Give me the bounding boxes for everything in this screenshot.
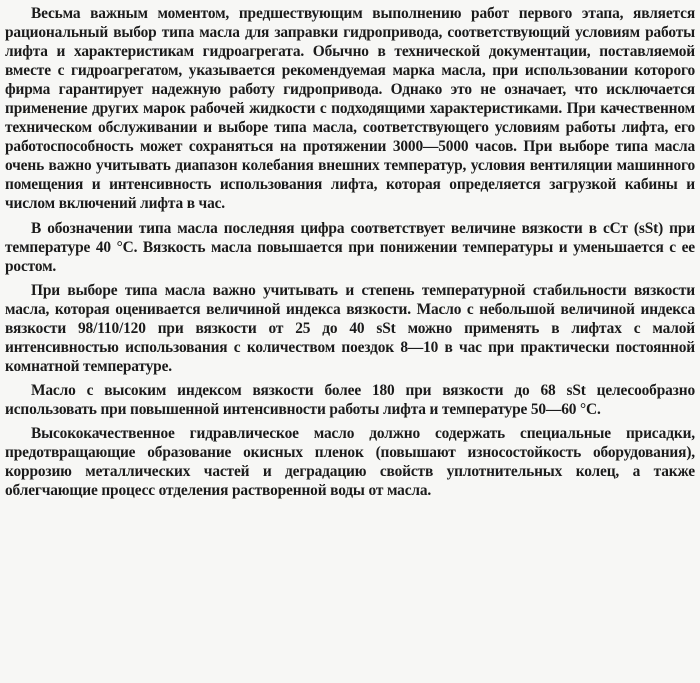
paragraph-oil-selection: Весьма важным моментом, предшествующим выполнению работ первого этапа, является рациональный выбор типа масла для заправки гидропривода, соответствующий условиям работы лифта и характеристикам гидроагрегата. Обычно в технической документации, поставляемой вместе с гидроагрегатом, указывается рекомендуемая марка масла, при использовании которого фирма гарантирует надежную работу гидропривода. Однако это не означает, что исключается применение других марок рабочей жидкости с подходящими характеристиками. При качественном техническом обслуживании и выборе типа масла, соответствующего условиям работы лифта, его работоспособность может сохраняться на протяжении 3000—5000 часов. При выборе типа масла очень важно учитывать диапазон колебания внешних температур, условия вентиляции машинного помещения и интенсивность использования лифта, которая определяется загрузкой кабины и числом включений лифта в час. xyxy=(5,5,695,213)
body-text xyxy=(5,4,695,505)
paragraph-viscosity-index: При выборе типа масла важно учитывать и степень температурной стабильности вязкости масла, которая оценивается величиной индекса вязкости. Масло с небольшой величиной индекса вязкости 98/110/120 при вязкости от 25 до 40 sSt можно применять в лифтах с малой интенсивностью использования с количеством поездок 8—10 в час при практически постоянной комнатной температуре. xyxy=(5,281,695,375)
paragraph-viscosity-designation: В обозначении типа масла последняя цифра соответствует величине вязкости в сСт (sSt) при температуре 40 °С. Вязкость масла повышается при понижении температуры и уменьшается с ее ростом. xyxy=(5,219,695,275)
paragraph-high-index-oil: Масло с высоким индексом вязкости более 180 при вязкости до 68 sSt целесообразно использовать при повышенной интенсивности работы лифта и температуре 50—60 °С. xyxy=(5,381,695,418)
paragraph-additives: Высококачественное гидравлическое масло должно содержать специальные присадки, предотвращающие образование окисных пленок (повышают износостойкость оборудования), коррозию металлических частей и деградацию свойств уплотнительных колец, а также облегчающие процесс отделения растворенной воды от масла. xyxy=(5,424,695,500)
